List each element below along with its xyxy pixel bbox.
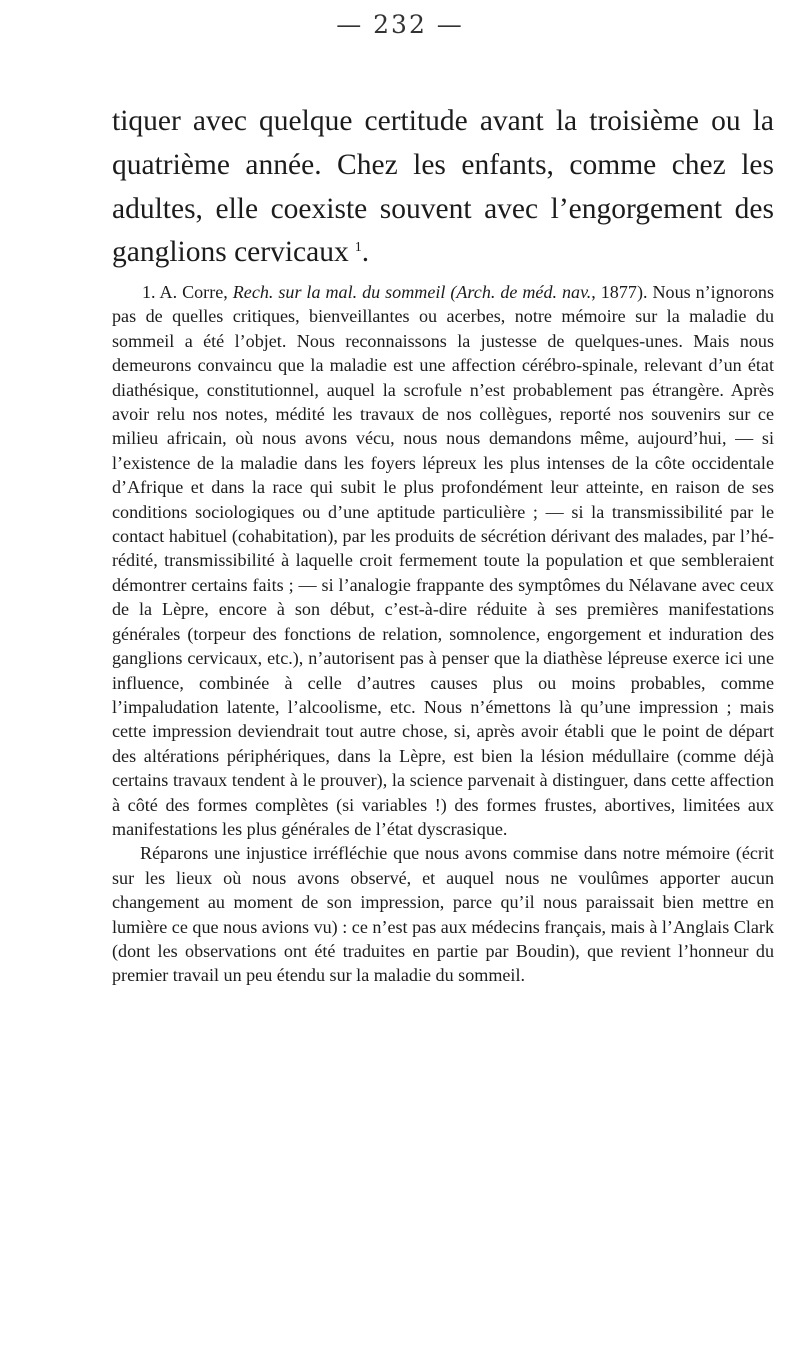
footnote-year: , 1877). — [591, 282, 648, 302]
footnote-paragraph-1 — [112, 280, 774, 841]
footnote-paragraph-2: Réparons une injustice irréfléchie que nous avons commise dans notre mémoire (écrit sur les lieux où nous avons observé, et auquel nous ne voulûmes apporter aucun changement au moment de son impression, parce qu’il nous paraissait bien mettre en lumière ce que nous avions vu) : ce n’est pas aux médecins français, mais à l’Anglais Clark (dont les observations ont été traduites en partie par Boudin), que revient l’honneur du premier travail un peu étendu sur la maladie du sommeil. — [112, 843, 774, 986]
footnote-marker: 1. — [142, 282, 160, 302]
main-paragraph — [112, 100, 774, 275]
footnote-cited-title: Rech. sur la mal. du sommeil (Arch. de méd. nav. — [232, 282, 592, 302]
footnote — [112, 280, 774, 988]
footnote-author: A. Corre, — [159, 282, 233, 302]
footnote-paragraph-1-text: Nous n’ignorons pas de quelles critiques, bienveillantes ou acerbes, notre mémoire sur la maladie du sommeil a été l’objet. Nous reconnaissons la justesse de quelques-unes. Mais nous demeurons convaincu que la maladie est une affection cérébro-spinale, relevant d’un état diathésique, constitutionnel, auquel la scrofule n’est probablement pas étrangère. Après avoir relu nos notes, médité les travaux de nos collègues, reporté nos souvenirs sur ce milieu africain, où nous avons vécu, nous nous demandons même, aujourd’hui, — si l’existence de la maladie dans les foyers lépreux les plus intenses de la côte occidentale d’Afrique et dans la race qui subit le plus profondément leur atteinte, en raison de ses conditions sociologiques ou d’une aptitude particulière ; — si la transmissibilité par le contact habituel (cohabitation), par les produits de sécrétion dérivant des malades, par l’hérédité, transmissibilité à laquelle croit fermement toute la population et que sembleraient démontrer certains faits ; — si l’analogie frappante des symptômes du Nélavane avec ceux de la Lèpre, encore à son début, c’est-à-dire réduite à ses premières manifestations générales (torpeur des fonctions de relation, somnolence, engorgement et induration des ganglions cervicaux, etc.), n’autorisent pas à penser que la diathèse lépreuse exerce ici une influence, combinée à celle d’autres causes plus ou moins probables, comme l’impaludation latente, l’alcoolisme, etc. Nous n’émettons là qu’une impression ; mais cette impression deviendrait tout autre chose, si, après avoir établi que le point de départ des altérations périphériques, dans la Lèpre, est bien la lésion médullaire (comme déjà certains travaux tendent à le prouver), la science parvenait à distinguer, dans cette affection à côté des formes complètes (si variables !) des formes frustes, abortives, limitées aux manifestations les plus générales de l’état dyscrasique. — [112, 282, 775, 839]
page-number: — 232 — — [336, 10, 464, 39]
main-paragraph-text: tiquer avec quelque certitude avant la troisième ou la quatrième année. Chez les enfants, comme chez les adultes, elle coexiste souvent avec l’engorgement des ganglions cervicaux — [112, 105, 774, 269]
main-paragraph-end: . — [361, 236, 370, 269]
footnote-reference: 1 — [354, 239, 362, 255]
